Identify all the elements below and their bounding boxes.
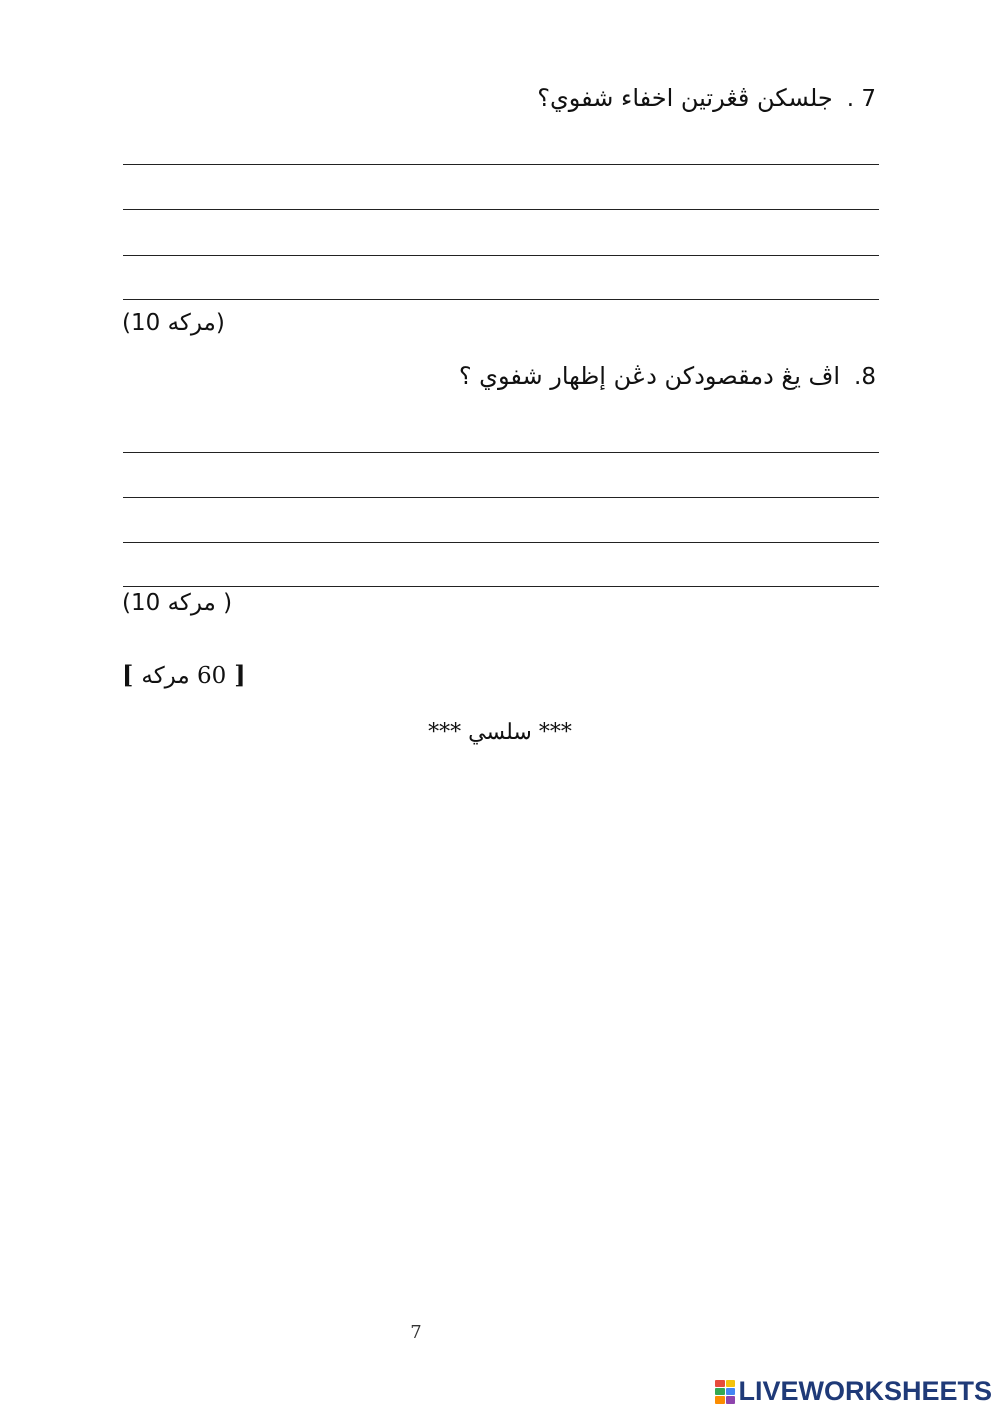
question-7 [537, 84, 876, 112]
logo-tile-green [715, 1388, 725, 1395]
page-number: 7 [410, 1322, 422, 1343]
answer-line-q7-3[interactable] [123, 255, 879, 256]
question-8 [459, 362, 876, 390]
question-7-number: 7 . [846, 86, 876, 112]
question-8-text: اڤ يڠ دمقصودكن دڠن إظهار شفوي ؟ [458, 362, 841, 390]
logo-tile-orange [715, 1396, 725, 1403]
answer-line-q8-3[interactable] [123, 542, 879, 543]
liveworksheets-brand[interactable] [715, 1376, 992, 1407]
question-7-marks: (10 مركه) [122, 310, 225, 336]
liveworksheets-brand-text: LIVEWORKSHEETS [738, 1376, 992, 1406]
total-open-bracket: [ [122, 660, 134, 689]
liveworksheets-logo-icon [715, 1380, 735, 1404]
question-7-text: جلسكن ڤڠرتين اخفاء شفوي؟ [537, 84, 833, 112]
question-8-marks: (10 مركه ) [122, 590, 233, 616]
logo-tile-red [715, 1380, 725, 1387]
question-8-number: 8. [854, 364, 876, 390]
answer-line-q7-1[interactable] [123, 164, 879, 165]
answer-line-q7-4[interactable] [123, 299, 879, 300]
answer-line-q8-2[interactable] [123, 497, 879, 498]
answer-line-q8-4[interactable] [123, 586, 879, 587]
closing-text: *** سلسي *** [428, 720, 572, 745]
total-marks-text: 60 مركه [141, 663, 227, 689]
answer-line-q7-2[interactable] [123, 209, 879, 210]
logo-tile-purple [726, 1396, 736, 1403]
total-close-bracket: ] [234, 660, 246, 689]
logo-tile-blue [726, 1388, 736, 1395]
answer-line-q8-1[interactable] [123, 452, 879, 453]
total-marks [122, 660, 246, 689]
logo-tile-yellow [726, 1380, 736, 1387]
